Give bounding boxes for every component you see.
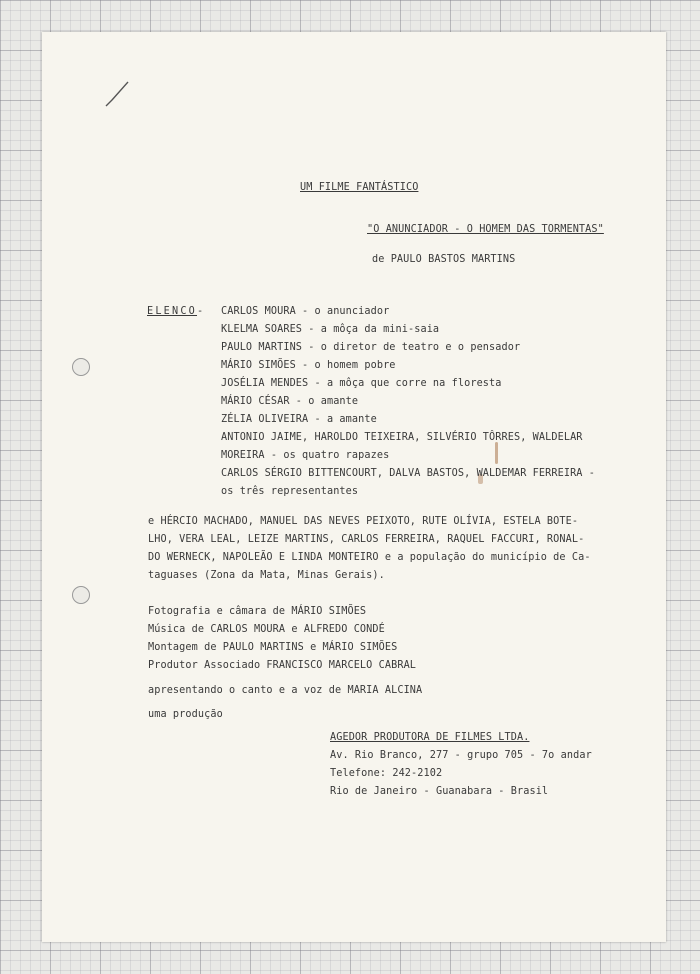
cast-line: MOREIRA - os quatro rapazes	[221, 450, 390, 461]
film-title: "O ANUNCIADOR - O HOMEM DAS TORMENTAS"	[367, 224, 604, 235]
company-name: AGEDOR PRODUTORA DE FILMES LTDA.	[330, 732, 530, 743]
cast-line: os três representantes	[221, 486, 359, 497]
cast-line: ZÉLIA OLIVEIRA - a amante	[221, 414, 377, 425]
credit-line: Fotografia e câmara de MÁRIO SIMÕES	[148, 606, 367, 617]
credit-line: Produtor Associado FRANCISCO MARCELO CABRAL	[148, 660, 417, 671]
punch-hole-top	[72, 358, 90, 376]
pen-check-mark	[102, 76, 132, 112]
extras-line: DO WERNECK, NAPOLEÃO E LINDA MONTEIRO e a população do município de Ca-	[148, 552, 591, 563]
rust-stain	[495, 442, 498, 464]
author-line: de PAULO BASTOS MARTINS	[372, 254, 516, 265]
document-page	[42, 32, 666, 942]
cast-line: MÁRIO CÉSAR - o amante	[221, 396, 359, 407]
credit-line: Música de CARLOS MOURA e ALFREDO CONDÉ	[148, 624, 385, 635]
extras-line: LHO, VERA LEAL, LEIZE MARTINS, CARLOS FERREIRA, RAQUEL FACCURI, RONAL-	[148, 534, 585, 545]
heading: UM FILME FANTÁSTICO	[300, 182, 419, 193]
cast-line: MÁRIO SIMÕES - o homem pobre	[221, 360, 396, 371]
company-city: Rio de Janeiro - Guanabara - Brasil	[330, 786, 549, 797]
extras-line: e HÉRCIO MACHADO, MANUEL DAS NEVES PEIXOTO, RUTE OLÍVIA, ESTELA BOTE-	[148, 516, 579, 527]
punch-hole-bottom	[72, 586, 90, 604]
production-label: uma produção	[148, 709, 223, 720]
extras-line: taguases (Zona da Mata, Minas Gerais).	[148, 570, 385, 581]
singer-line: apresentando o canto e a voz de MARIA ALCINA	[148, 685, 423, 696]
cast-label	[147, 306, 205, 317]
cast-line: CARLOS MOURA - o anunciador	[221, 306, 390, 317]
cast-label-text: ELENCO	[147, 306, 198, 317]
company-address: Av. Rio Branco, 277 - grupo 705 - 7o andar	[330, 750, 592, 761]
company-phone: Telefone: 242-2102	[330, 768, 443, 779]
cast-line: KLELMA SOARES - a môça da mini-saia	[221, 324, 440, 335]
credit-line: Montagem de PAULO MARTINS e MÁRIO SIMÕES	[148, 642, 398, 653]
cast-line: JOSÉLIA MENDES - a môça que corre na floresta	[221, 378, 502, 389]
cast-line: PAULO MARTINS - o diretor de teatro e o pensador	[221, 342, 521, 353]
cast-line: ANTONIO JAIME, HAROLDO TEIXEIRA, SILVÉRIO TÔRRES, WALDELAR	[221, 432, 583, 443]
cast-line: CARLOS SÉRGIO BITTENCOURT, DALVA BASTOS, WALDEMAR FERREIRA -	[221, 468, 596, 479]
cast-label-dash: -	[197, 306, 206, 317]
